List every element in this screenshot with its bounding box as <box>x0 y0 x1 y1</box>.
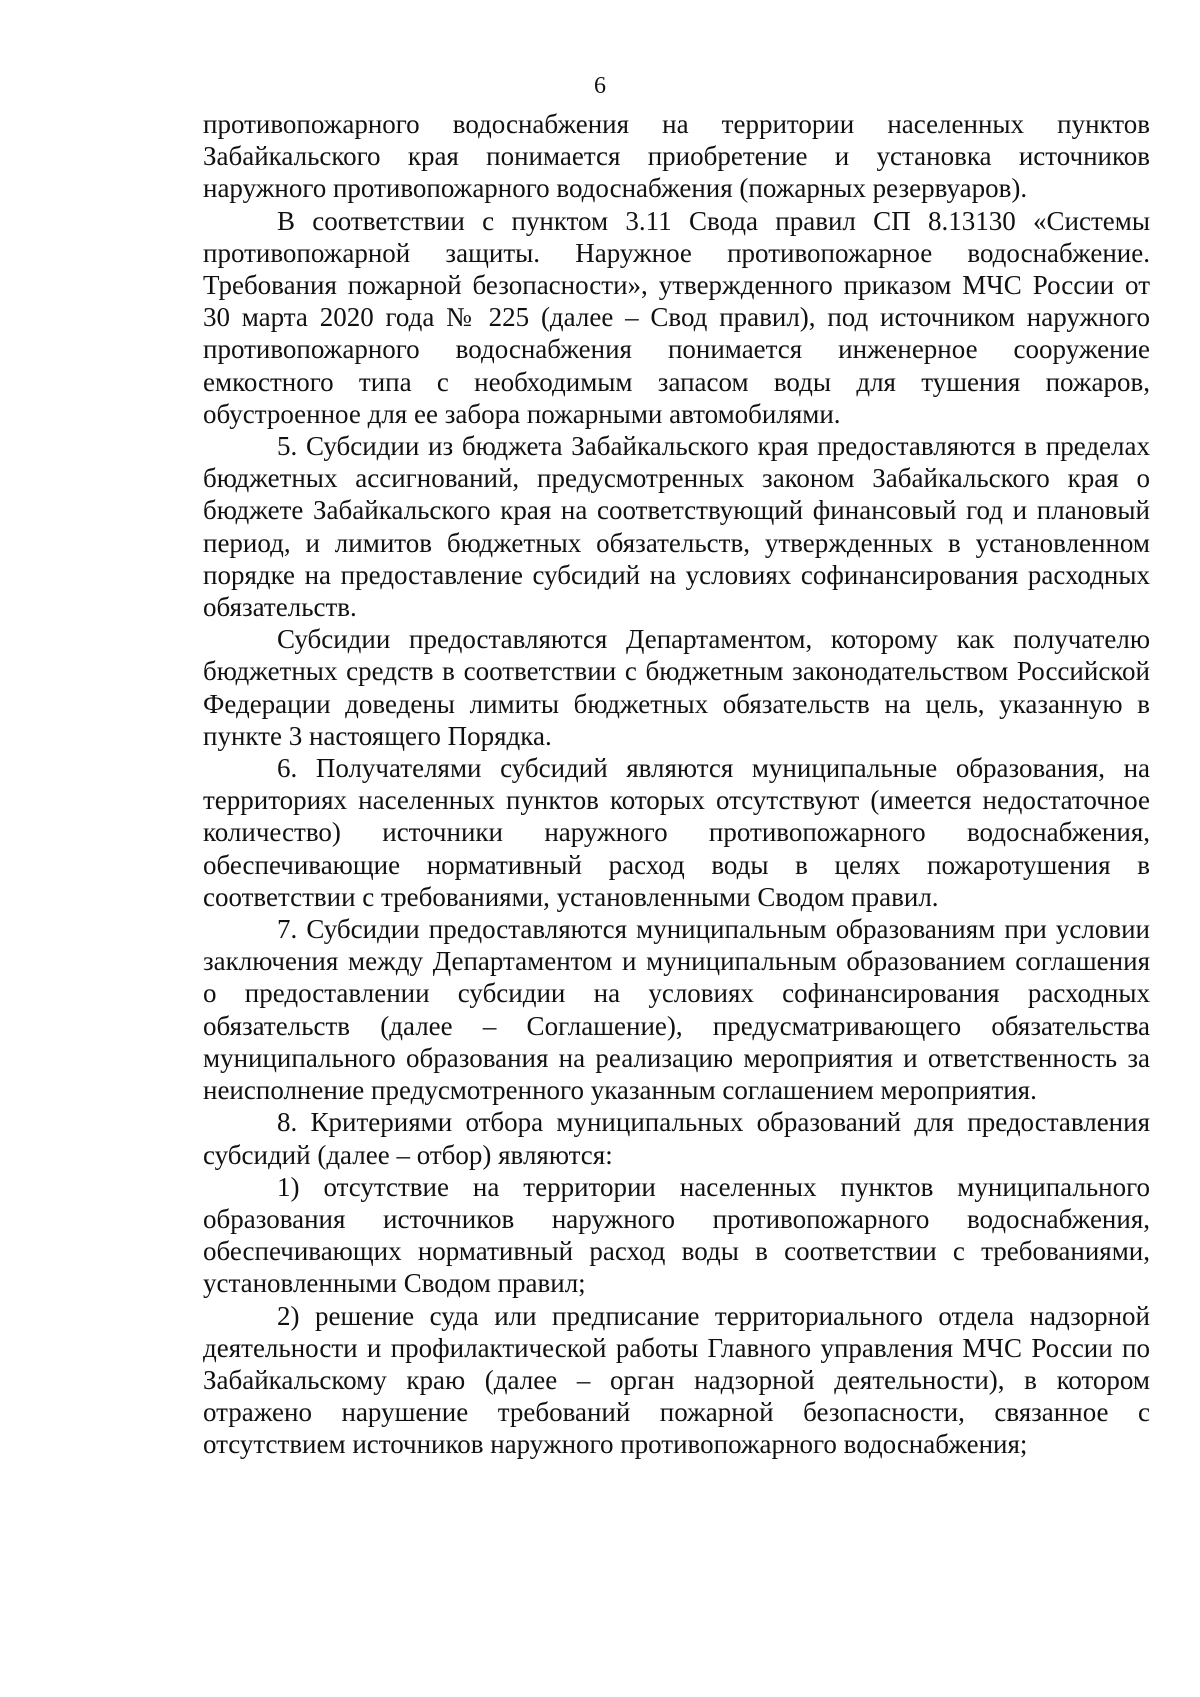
document-body <box>203 108 1150 1461</box>
paragraph-criterion-2: 2) решение суда или предписание территориального отдела надзорной деятельности и профилактической работы Главного управления МЧС России по Забайкальскому краю (далее – орган надзорной деятельности), в котором отражено нарушение требований пожарной безопасности, связанное с отсутствием источников наружного противопожарного водоснабжения; <box>203 1300 1150 1460</box>
paragraph-svod-pravil-definition: В соответствии с пунктом 3.11 Свода правил СП 8.13130 «Системы противопожарной защиты. Наружное противопожарное водоснабжение. Требования пожарной безопасности», утвержденного приказом МЧС России от 30 марта 2020 года № 225 (далее – Свод правил), под источником наружного противопожарного водоснабжения понимается инженерное сооружение емкостного типа с необходимым запасом воды для тушения пожаров, обустроенное для ее забора пожарными автомобилями. <box>203 205 1150 429</box>
paragraph-item-5: 5. Субсидии из бюджета Забайкальского края предоставляются в пределах бюджетных ассигнований, предусмотренных законом Забайкальского края о бюджете Забайкальского края на соответствующий финансовый год и плановый период, и лимитов бюджетных обязательств, утвержденных в установленном порядке на предоставление субсидий на условиях софинансирования расходных обязательств. <box>203 431 1150 623</box>
paragraph-item-8: 8. Критериями отбора муниципальных образований для предоставления субсидий (далее – отбор) являются: <box>203 1107 1150 1170</box>
paragraph-continuation: противопожарного водоснабжения на территории населенных пунктов Забайкальского края понимается приобретение и установка источников наружного противопожарного водоснабжения (пожарных резервуаров). <box>203 109 1150 204</box>
paragraph-criterion-1: 1) отсутствие на территории населенных пунктов муниципального образования источников наружного противопожарного водоснабжения, обеспечивающих нормативный расход воды в соответствии с требованиями, установленными Сводом правил; <box>203 1171 1150 1299</box>
page-number: 6 <box>594 73 606 99</box>
paragraph-item-7: 7. Субсидии предоставляются муниципальным образованиям при условии заключения между Департаментом и муниципальным образованием соглашения о предоставлении субсидии на условиях софинансирования расходных обязательств (далее – Соглашение), предусматривающего обязательства муниципального образования на реализацию мероприятия и ответственность за неисполнение предусмотренного указанным соглашением мероприятия. <box>203 914 1150 1106</box>
paragraph-item-6: 6. Получателями субсидий являются муниципальные образования, на территориях населенных пунктов которых отсутствуют (имеется недостаточное количество) источники наружного противопожарного водоснабжения, обеспечивающие нормативный расход воды в целях пожаротушения в соответствии с требованиями, установленными Сводом правил. <box>203 753 1150 912</box>
paragraph-subsidies-department: Субсидии предоставляются Департаментом, которому как получателю бюджетных средств в соответствии с бюджетным законодательством Российской Федерации доведены лимиты бюджетных обязательств на цель, указанную в пункте 3 настоящего Порядка. <box>203 624 1150 751</box>
